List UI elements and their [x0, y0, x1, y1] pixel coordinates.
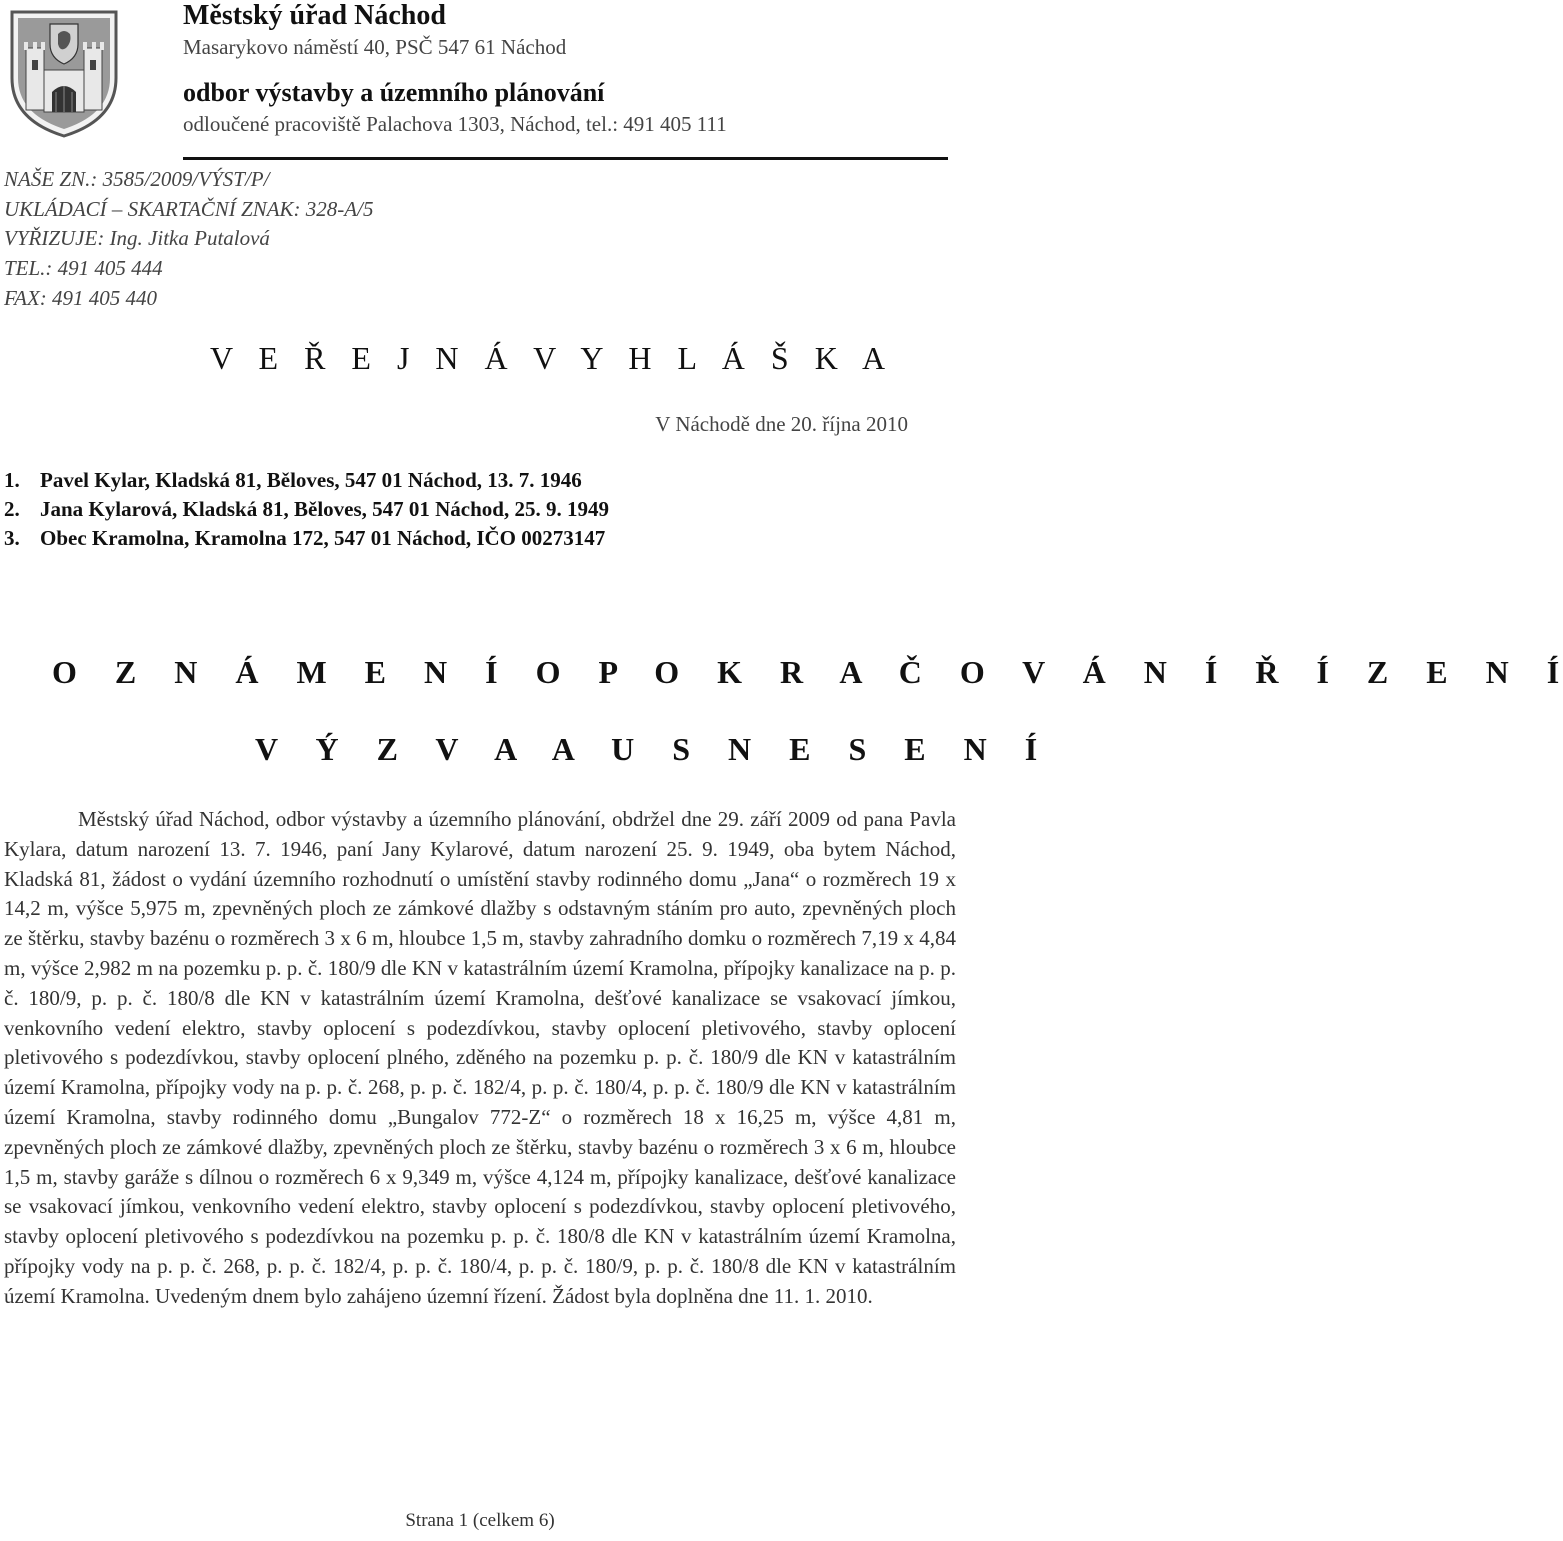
handled-by: VYŘIZUJE: Ing. Jitka Putalová [4, 226, 270, 251]
our-reference: NAŠE ZN.: 3585/2009/VÝST/P/ [4, 167, 270, 191]
list-item-number: 3. [4, 526, 20, 550]
list-item-number: 2. [4, 497, 20, 521]
list-item [4, 524, 609, 553]
list-item [4, 466, 609, 495]
list-item-number: 1. [4, 468, 20, 492]
notice-heading: O Z N Á M E N Í O P O K R A Č O V Á N Í Ř Í Z E N Í [52, 654, 1563, 690]
list-item-text: Pavel Kylar, Kladská 81, Běloves, 547 01 Náchod, 13. 7. 1946 [40, 468, 582, 492]
office-title: Městský úřad Náchod [183, 0, 446, 31]
list-item-text: Jana Kylarová, Kladská 81, Běloves, 547 01 Náchod, 25. 9. 1949 [40, 497, 609, 521]
notice-title: V E Ř E J N Á V Y H L Á Š K A [210, 340, 889, 376]
call-and-resolution-heading: V Ý Z V A A U S N E S E N Í [255, 731, 1042, 767]
department-workplace: odloučené pracoviště Palachova 1303, Náchod, tel.: 491 405 111 [183, 112, 727, 136]
telephone: TEL.: 491 405 444 [4, 256, 163, 281]
fax: FAX: 491 405 440 [4, 285, 158, 310]
reference-block [4, 165, 373, 314]
header-divider [183, 157, 948, 160]
list-item [4, 495, 609, 524]
parties-list [4, 466, 609, 553]
body-paragraph: Městský úřad Náchod, odbor výstavby a územního plánování, obdržel dne 29. září 2009 od pana Pavla Kylara, datum narození 13. 7. 1946, paní Jany Kylarové, datum narození 25. 9. 1949, oba bytem Náchod, Kladská 81, žádost o vydání územního rozhodnutí o umístění stavby rodinného domu „Jana“ o rozměrech 19 x 14,2 m, výšce 5,975 m, zpevněných ploch ze zámkové dlažby s odstavným stáním pro auto, zpevněných ploch ze štěrku, stavby bazénu o rozměrech 3 x 6 m, hloubce 1,5 m, stavby zahradního domku o rozměrech 7,19 x 4,84 m, výšce 2,982 m na pozemku p. p. č. 180/9 dle KN v katastrálním území Kramolna, přípojky kanalizace na p. p. č. 180/9, p. p. č. 180/8 dle KN v katastrálním území Kramolna, dešťové kanalizace se vsakovací jímkou, venkovního vedení elektro, stavby oplocení s podezdívkou, stavby oplocení pletivového, stavby oplocení pletivového s podezdívkou, stavby oplocení plného, zděného na pozemku p. p. č. 180/9 dle KN v katastrálním území Kramolna, přípojky vody na p. p. č. 268, p. p. č. 182/4, p. p. č. 180/4, p. p. č. 180/9 dle KN v katastrálním území Kramolna, stavby rodinného domu „Bungalov 772-Z“ o rozměrech 18 x 16,25 m, výšce 4,81 m, zpevněných ploch ze zámkové dlažby, zpevněných ploch ze štěrku, stavby bazénu o rozměrech 3 x 6 m, hloubce 1,5 m, stavby garáže s dílnou o rozměrech 6 x 9,349 m, výšce 4,124 m, přípojky kanalizace, dešťové kanalizace se vsakovací jímkou, venkovního vedení elektro, stavby oplocení s podezdívkou, stavby oplocení pletivového, stavby oplocení pletivového s podezdívkou na pozemku p. p. č. 180/8 dle KN v katastrálním území Kramolna, přípojky vody na p. p. č. 268, p. p. č. 182/4, p. p. č. 180/4, p. p. č. 180/9, p. p. č. 180/8 dle KN v katastrálním území Kramolna. Uvedeným dnem bylo zahájeno územní řízení. Žádost byla doplněna dne 11. 1. 2010. [4, 807, 956, 1308]
office-address: Masarykovo náměstí 40, PSČ 547 61 Náchod [183, 35, 567, 59]
date-line: V Náchodě dne 20. října 2010 [655, 412, 908, 436]
department-name: odbor výstavby a územního plánování [183, 78, 605, 107]
list-item-text: Obec Kramolna, Kramolna 172, 547 01 Náchod, IČO 00273147 [40, 526, 606, 550]
page-footer: Strana 1 (celkem 6) [405, 1510, 555, 1531]
filing-mark: UKLÁDACÍ – SKARTAČNÍ ZNAK: 328-A/5 [4, 196, 374, 221]
coat-of-arms-logo [8, 8, 120, 138]
